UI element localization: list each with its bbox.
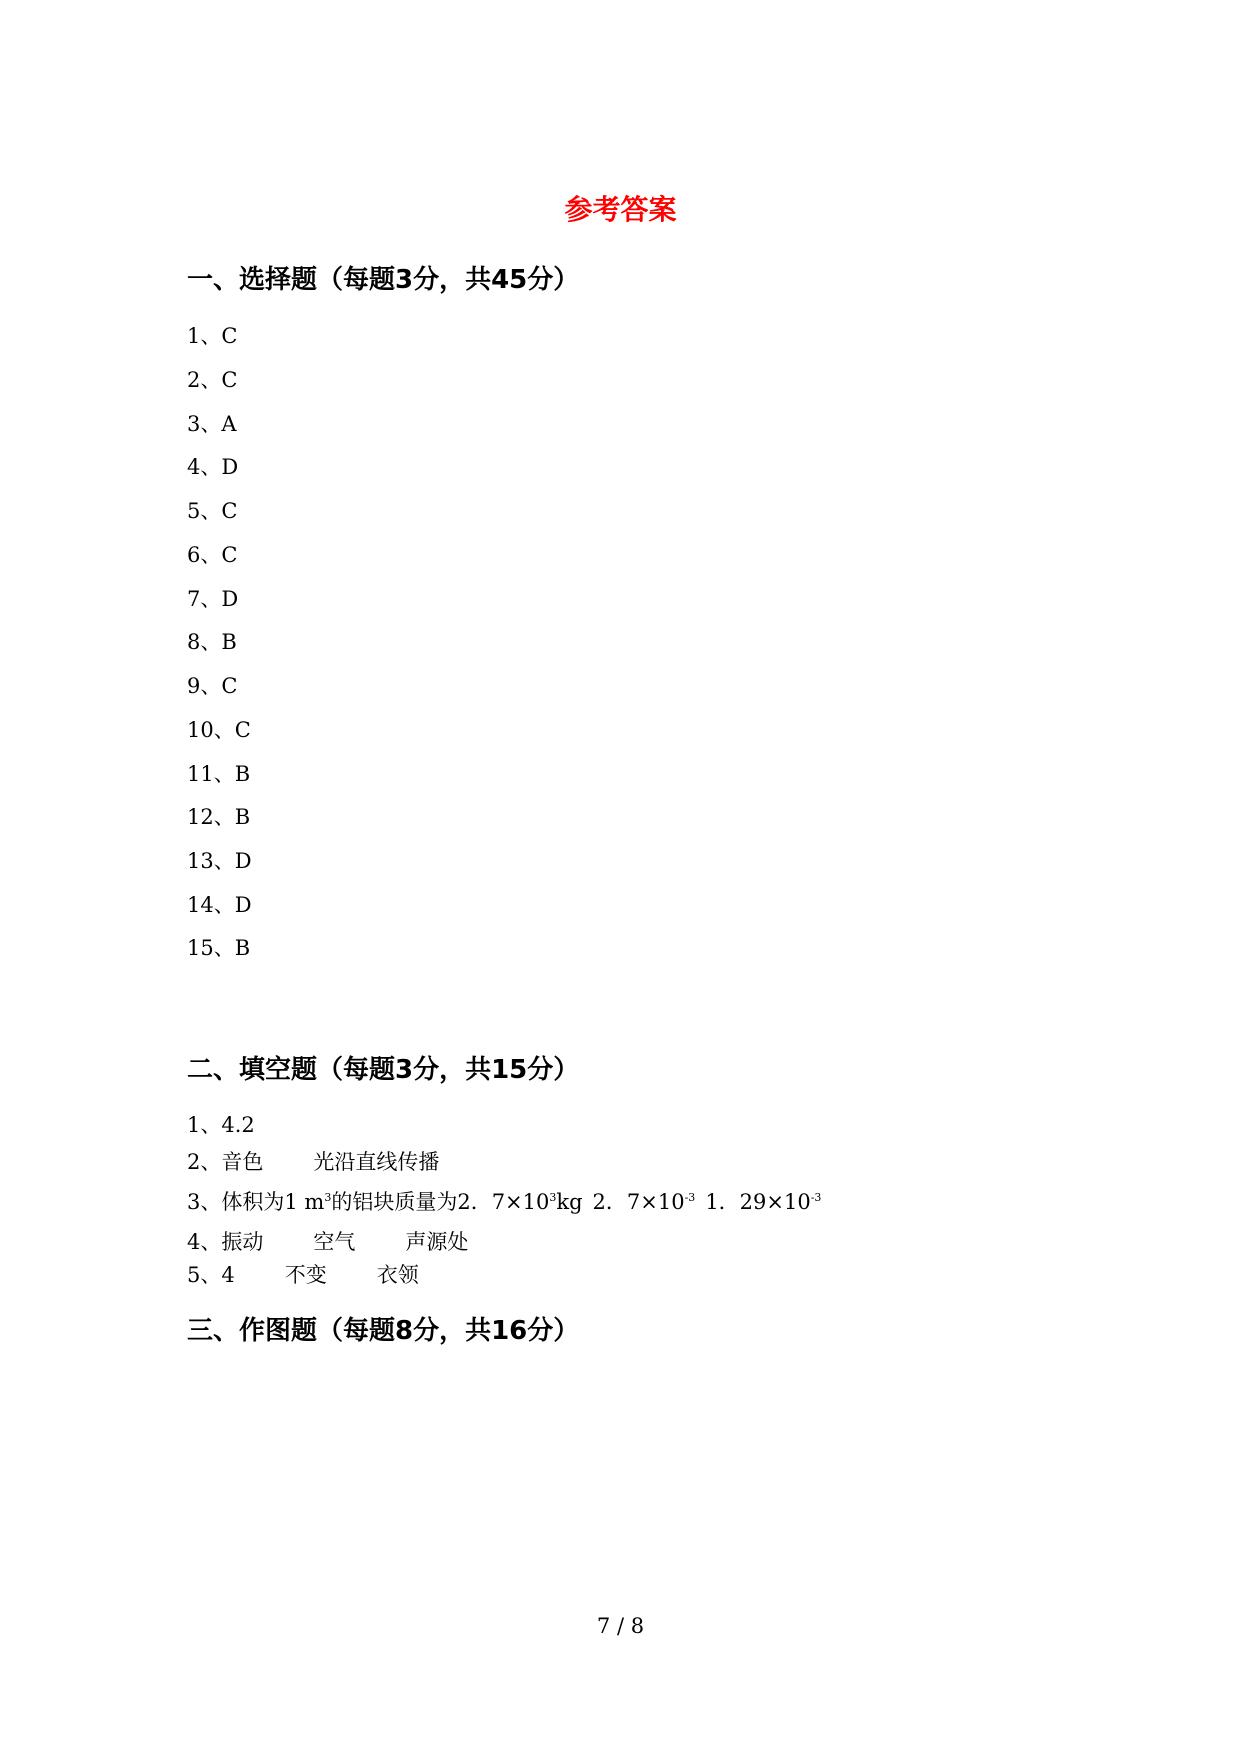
fill-answer-5 xyxy=(187,1261,419,1289)
choice-answer-10: 10、C xyxy=(187,718,251,742)
answer-part: 衣领 xyxy=(376,1263,419,1287)
section-heading-choice: 一、选择题（每题3分，共45分） xyxy=(187,265,580,295)
answer-part: 光沿直线传播 xyxy=(313,1150,440,1174)
choice-answer-5: 5、C xyxy=(187,499,238,523)
choice-answer-3: 3、A xyxy=(187,412,237,436)
superscript: -3 xyxy=(810,1191,822,1204)
fill-answer-3 xyxy=(187,1188,821,1216)
answer-part: kg xyxy=(556,1190,583,1214)
answer-part: 4 xyxy=(221,1263,235,1287)
choice-answer-14: 14、D xyxy=(187,893,252,917)
answer-part: 1．29×10 xyxy=(705,1190,811,1214)
choice-answer-12: 12、B xyxy=(187,805,251,829)
choice-answer-9: 9、C xyxy=(187,674,238,698)
answer-part: 音色 xyxy=(221,1150,264,1174)
answer-part: 2．7×10 xyxy=(592,1190,685,1214)
section-heading-fill: 二、填空题（每题3分，共15分） xyxy=(187,1055,580,1085)
answer-part: 4.2 xyxy=(221,1113,255,1137)
choice-answer-15: 15、B xyxy=(187,936,251,960)
choice-answer-2: 2、C xyxy=(187,368,238,392)
answer-number: 5、 xyxy=(187,1263,222,1287)
page-number: 7 / 8 xyxy=(596,1614,645,1638)
superscript: 3 xyxy=(324,1191,332,1204)
choice-answer-4: 4、D xyxy=(187,455,239,479)
page-title: 参考答案 xyxy=(564,193,677,226)
choice-answer-13: 13、D xyxy=(187,849,252,873)
answer-number: 3、 xyxy=(187,1190,222,1214)
superscript: 3 xyxy=(549,1191,557,1204)
fill-answer-2 xyxy=(187,1148,439,1176)
answer-number: 1、 xyxy=(187,1113,222,1137)
fill-answer-1 xyxy=(187,1111,255,1139)
answer-part: 振动 xyxy=(221,1230,264,1254)
choice-answer-8: 8、B xyxy=(187,630,237,654)
answer-part: 空气 xyxy=(313,1230,356,1254)
section-heading-drawing: 三、作图题（每题8分，共16分） xyxy=(187,1316,580,1346)
answer-part: 体积为1 m xyxy=(221,1190,325,1214)
answer-part: 不变 xyxy=(284,1263,327,1287)
fill-answer-4 xyxy=(187,1228,468,1256)
answer-number: 2、 xyxy=(187,1150,222,1174)
choice-answer-7: 7、D xyxy=(187,587,239,611)
choice-answer-6: 6、C xyxy=(187,543,238,567)
answer-part: 声源处 xyxy=(405,1230,469,1254)
choice-answer-1: 1、C xyxy=(187,324,238,348)
answer-part: 的铝块质量为2．7×10 xyxy=(331,1190,550,1214)
superscript: -3 xyxy=(684,1191,696,1204)
answer-number: 4、 xyxy=(187,1230,222,1254)
choice-answer-11: 11、B xyxy=(187,762,251,786)
